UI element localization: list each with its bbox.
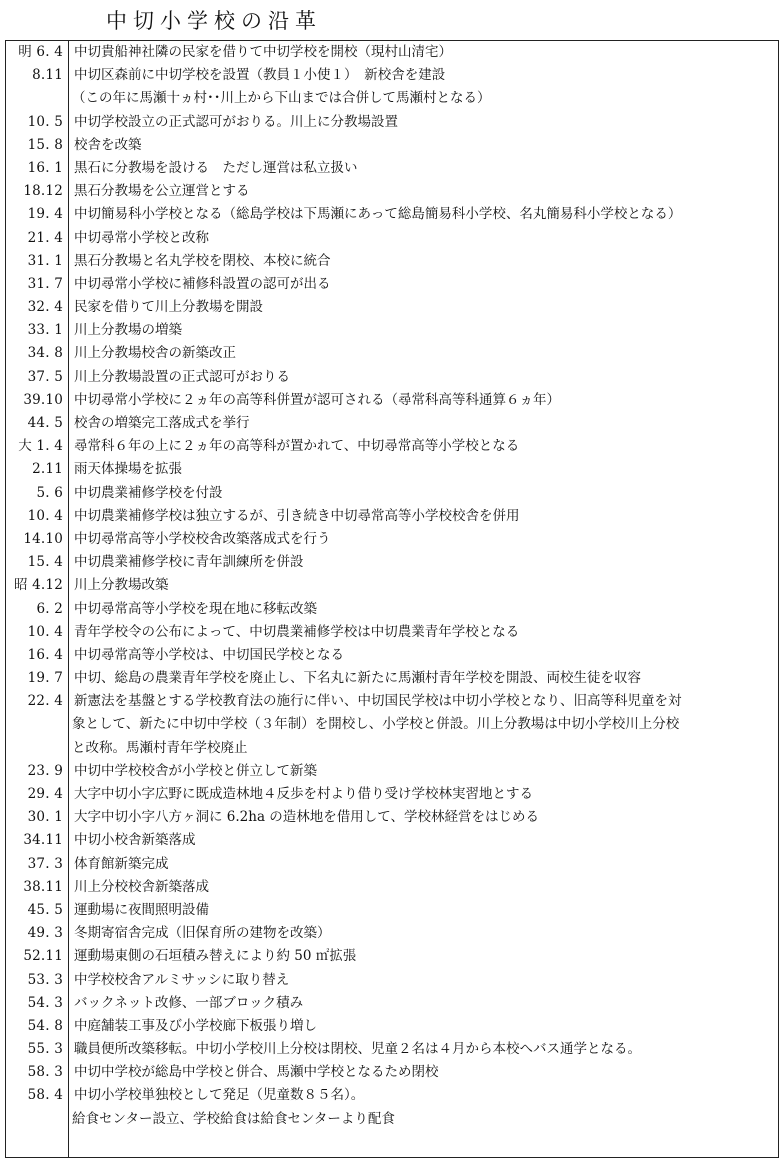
row-date: 45. 5 [27,901,63,918]
history-table [5,40,779,1158]
row-text: 川上分教場の増築 [74,322,182,339]
table-row [6,713,778,736]
row-date: 10. 4 [27,623,63,640]
row-date: 19. 4 [27,206,63,223]
table-row [6,180,778,203]
table-row [6,737,778,760]
table-row [6,992,778,1015]
table-row [6,203,778,226]
row-text: 川上分校校舎新築落成 [74,878,209,895]
row-text: 中切尋常高等小学校は、中切国民学校となる [74,646,344,663]
row-text: 黒石に分教場を設ける ただし運営は私立扱い [74,159,358,176]
row-text: 中切農業補修学校は独立するが、引き続き中切尋常高等小学校校舎を併用 [74,507,520,524]
row-text: 中庭舗装工事及び小学校廊下板張り増し [74,1017,317,1034]
row-date: 29. 4 [27,786,63,802]
row-date: 31. 1 [27,252,63,269]
row-text: 中切農業補修学校を付設 [74,484,223,501]
table-row [6,574,778,597]
row-text: 中学校校舎アルミサッシに取り替え [74,971,290,988]
table-row [6,1084,778,1107]
row-text: 川上分教場設置の正式認可がおりる [74,368,290,385]
row-date: 38.11 [23,878,63,895]
row-text: 中切尋常小学校と改称 [74,229,209,246]
row-date: 23. 9 [27,762,63,779]
page-title: 中切小学校の沿革 [106,9,322,33]
table-row [6,319,778,342]
row-text: 尋常科６年の上に２ヵ年の高等科が置かれて、中切尋常高等小学校となる [74,438,520,455]
row-date: 16. 4 [27,646,63,663]
table-row [6,760,778,783]
row-date: 19. 7 [27,670,63,687]
row-date: 32. 4 [27,299,63,316]
row-date: 5. 6 [36,484,63,501]
table-row [6,389,778,412]
row-date: 明 6. 4 [18,44,63,60]
row-text: 中切尋常小学校に補修科設置の認可が出る [74,275,331,292]
row-date: 8.11 [32,67,63,84]
table-row [6,273,778,296]
row-text: 中切尋常高等小学校校舎改築落成式を行う [74,530,331,547]
row-date: 58. 3 [27,1064,63,1081]
row-text: 中切農業補修学校に青年訓練所を併設 [74,554,304,571]
table-row [6,87,778,110]
table-row [6,342,778,365]
table-row [6,1108,778,1131]
row-date: 34.11 [23,832,63,849]
row-text: 中切中学校が総島中学校と併合、馬瀬中学校となるため閉校 [74,1064,439,1081]
table-row [6,250,778,273]
row-date: 49. 3 [27,925,63,942]
row-text: 大字中切小字八方ヶ洞に 6.2ha の造林地を借用して、学校林経営をはじめる [74,809,540,826]
table-row [6,1038,778,1061]
table-row [6,435,778,458]
table-row [6,366,778,389]
row-date: 31. 7 [27,275,63,292]
table-row [6,528,778,551]
row-text: 川上分教場改築 [74,577,169,594]
row-date: 大 1. 4 [18,438,63,455]
table-row [6,227,778,250]
table-row [6,458,778,481]
row-date: 10. 5 [27,113,63,130]
row-date: 15. 8 [27,136,63,153]
row-text: 職員便所改築移転。中切小学校川上分校は閉校、児童２名は４月から本校へバス通学となる。 [74,1041,641,1058]
table-row [6,134,778,157]
row-date: 39.10 [23,391,63,408]
row-text: 民家を借りて川上分教場を開設 [74,299,263,316]
table-row [6,969,778,992]
row-date: 37. 3 [27,855,63,872]
row-text: 体育館新築完成 [74,855,169,872]
row-date: 21. 4 [27,229,63,246]
table-row [6,945,778,968]
row-text: 中切中学校校舎が小学校と併立して新築 [74,762,317,779]
row-date: 15. 4 [27,554,63,571]
row-date: 16. 1 [27,159,63,176]
table-row [6,41,778,64]
table-row [6,876,778,899]
row-text: と改称。馬瀬村青年学校廃止 [72,739,248,756]
row-text: 青年学校令の公布によって、中切農業補修学校は中切農業青年学校となる [74,623,520,640]
row-text: 給食センター設立、学校給食は給食センターより配食 [72,1110,395,1127]
table-row [6,690,778,713]
row-date: 2.11 [32,461,63,478]
row-text: 中切小学校単独校として発足（児童数８５名）。 [74,1087,365,1104]
row-text: 中切小校舎新築落成 [74,832,196,849]
table-row [6,157,778,180]
table-row [6,783,778,806]
row-date: 54. 3 [27,994,63,1011]
table-row [6,296,778,319]
table-row [6,853,778,876]
row-date: 58. 4 [27,1087,63,1104]
row-text: 中切学校設立の正式認可がおりる。川上に分教場設置 [74,113,398,130]
row-date [6,713,68,736]
row-text: 校舎を改築 [74,136,142,153]
row-text: （この年に馬瀬十ヵ村･･川上から下山までは合併して馬瀬村となる） [72,90,491,107]
column-divider [68,41,69,1157]
row-date: 53. 3 [27,971,63,988]
row-date [6,87,68,110]
row-text: 冬期寄宿舎完成（旧保育所の建物を改築） [74,925,331,942]
row-text: 中切貴船神社隣の民家を借りて中切学校を開校（現村山清宅） [74,44,452,60]
table-row [6,806,778,829]
row-text: 新憲法を基盤とする学校教育法の施行に伴い、中切国民学校は中切小学校となり、旧高等科児童を対 [74,693,682,710]
row-date: 55. 3 [27,1041,63,1058]
row-text: 校舎の増築完工落成式を挙行 [74,415,250,431]
row-date [6,737,68,760]
table-row [6,64,778,87]
row-date: 昭 4.12 [13,577,63,594]
row-text: 運動場に夜間照明設備 [74,901,209,918]
table-row [6,1061,778,1084]
row-text: 運動場東側の石垣積み替えにより約 50 ㎡拡張 [74,948,357,965]
row-date: 33. 1 [27,322,63,339]
row-text: 中切尋常小学校に２ヵ年の高等科併置が認可される（尋常科高等科通算６ヵ年） [74,391,560,408]
row-date: 54. 8 [27,1017,63,1034]
table-row [6,111,778,134]
row-date: 52.11 [23,948,63,965]
row-text: 雨天体操場を拡張 [74,461,182,478]
row-text: 中切、総島の農業青年学校を廃止し、下名丸に新たに馬瀬村青年学校を開設、両校生徒を収容 [74,670,641,687]
row-date: 44. 5 [27,415,63,431]
table-row [6,621,778,644]
row-date: 14.10 [23,530,63,547]
table-row [6,667,778,690]
row-date: 10. 4 [27,507,63,524]
row-date: 34. 8 [27,345,63,362]
table-row [6,505,778,528]
row-text: 黒石分教場と名丸学校を閉校、本校に統合 [74,252,331,269]
row-text: 中切尋常高等小学校を現在地に移転改築 [74,600,317,617]
history-rows [6,41,778,1131]
row-text: バックネット改修、一部ブロック積み [74,994,304,1011]
row-date [6,1108,68,1131]
table-row [6,551,778,574]
table-row [6,922,778,945]
row-text: 黒石分教場を公立運営とする [74,183,250,200]
row-date: 18.12 [23,183,63,200]
row-text: 大字中切小字広野に既成造林地４反歩を村より借り受け学校林実習地とする [74,786,533,802]
table-row [6,598,778,621]
row-text: 中切簡易科小学校となる（総島学校は下馬瀬にあって総島簡易科小学校、名丸簡易科小学校となる） [74,206,682,223]
row-date: 30. 1 [27,809,63,826]
table-row [6,829,778,852]
table-row [6,1015,778,1038]
row-text: 象として、新たに中切中学校（３年制）を開校し、小学校と併設。川上分教場は中切小学校川上分校 [72,716,680,733]
table-row [6,482,778,505]
row-date: 6. 2 [36,600,63,617]
table-row [6,899,778,922]
row-date: 22. 4 [27,693,63,710]
row-text: 川上分教場校舎の新築改正 [74,345,236,362]
table-row [6,412,778,435]
table-row [6,644,778,667]
row-text: 中切区森前に中切学校を設置（教員１小使１） 新校舎を建設 [74,67,446,84]
row-date: 37. 5 [27,368,63,385]
